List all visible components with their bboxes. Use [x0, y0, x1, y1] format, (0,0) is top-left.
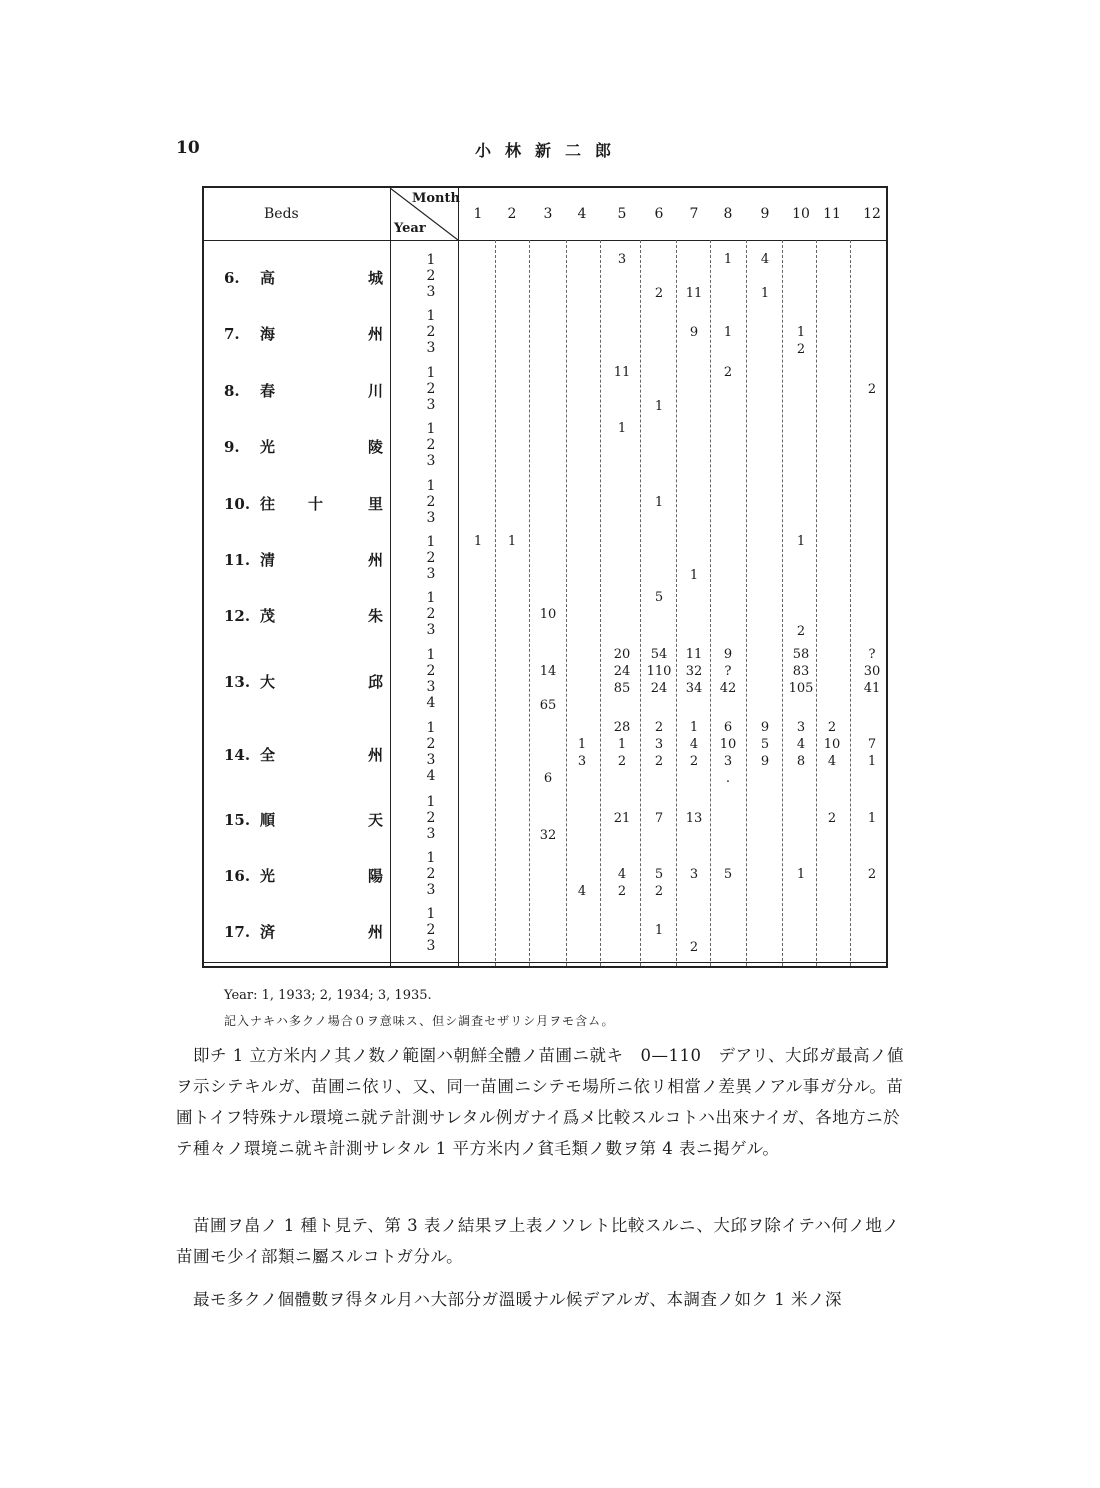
year-number: 3 — [426, 679, 436, 695]
bed-label-part: 済 — [260, 923, 276, 941]
table-cell: 3 — [796, 720, 806, 735]
table-cell: 9 — [689, 325, 699, 340]
table-cell: 4 — [577, 884, 587, 899]
year-number: 2 — [426, 494, 436, 510]
bed-label — [224, 267, 383, 288]
table-cell: 1 — [617, 737, 627, 752]
bed-label — [224, 809, 383, 830]
year-number: 1 — [426, 720, 436, 736]
column-rule — [850, 240, 851, 966]
table-cell: 2 — [796, 624, 806, 639]
year-number: 3 — [426, 752, 436, 768]
table-cell: 10 — [539, 607, 557, 622]
column-rule — [529, 240, 530, 966]
bed-label-part: 州 — [368, 923, 384, 941]
bed-label-part: 海 — [260, 325, 276, 343]
table-cell: 24 — [613, 664, 631, 679]
year-number: 2 — [426, 550, 436, 566]
table-cell: 2 — [654, 884, 664, 899]
header-beds: Beds — [264, 206, 299, 222]
bed-label-part: 6. — [224, 269, 240, 287]
table-cell: 1 — [760, 286, 770, 301]
bed-label-part: 十 — [308, 495, 324, 513]
table-cell: 2 — [827, 811, 837, 826]
table-cell: 5 — [760, 737, 770, 752]
bed-label-part: 往 — [260, 495, 276, 513]
running-head: 小林新二郎 — [474, 141, 625, 160]
page-number: 10 — [176, 138, 200, 158]
header-month-2: 2 — [507, 206, 517, 222]
year-numbers — [424, 590, 438, 638]
table-cell: 2 — [654, 754, 664, 769]
table-cell: 11 — [685, 286, 703, 301]
table-cell: 5 — [654, 867, 664, 882]
table-cell: 41 — [863, 681, 881, 696]
column-rule — [458, 188, 459, 966]
table-cell: 21 — [613, 811, 631, 826]
table-cell: 65 — [539, 698, 557, 713]
bed-label-part: 7. — [224, 325, 240, 343]
bed-label-part: 11. — [224, 551, 251, 569]
table-cell: 6 — [543, 771, 553, 786]
bed-label-part: 天 — [368, 811, 384, 829]
year-number: 4 — [426, 695, 436, 711]
table-cell: 4 — [689, 737, 699, 752]
bed-label-part: 高 — [260, 269, 276, 287]
column-rule — [566, 240, 567, 966]
table-cell: 4 — [760, 252, 770, 267]
year-number: 2 — [426, 866, 436, 882]
header-month-3: 3 — [543, 206, 553, 222]
header-month-5: 5 — [617, 206, 627, 222]
year-numbers — [424, 906, 438, 954]
bed-label-part: 朱 — [368, 607, 384, 625]
year-number: 3 — [426, 938, 436, 954]
table-cell: 32 — [685, 664, 703, 679]
bed-label — [224, 865, 383, 886]
table-cell: 7 — [867, 737, 877, 752]
table-cell: 1 — [796, 325, 806, 340]
year-number: 1 — [426, 590, 436, 606]
table-cell: 1 — [654, 495, 664, 510]
table-cell: ? — [724, 664, 732, 679]
year-number: 1 — [426, 850, 436, 866]
bed-label-part: 陵 — [368, 438, 384, 456]
paragraph: 即チ 1 立方米内ノ其ノ数ノ範圍ハ朝鮮全體ノ苗圃ニ就キ 0—110 デアリ、大邱ガ最高ノ値ヲ示シテキルガ、苗圃ニ依リ、又、同一苗圃ニシテモ場所ニ依リ相當ノ差異ノアル事ガ分ル。苗圃トイフ特殊ナル環境ニ就テ計測サレタル例ガナイ爲メ比較スルコトハ出來ナイガ、各地方ニ於テ種々ノ環境ニ就キ計測サレタル 1 平方米内ノ貧毛類ノ數ヲ第 4 表ニ掲ゲル。 — [176, 1046, 904, 1158]
table-cell: 34 — [685, 681, 703, 696]
table-cell: 1 — [689, 568, 699, 583]
bed-label-part: 邱 — [368, 672, 384, 691]
bed-label — [224, 605, 383, 626]
table-cell: 11 — [613, 365, 631, 380]
bed-label-part: 光 — [260, 867, 276, 885]
paragraph: 最モ多クノ個體數ヲ得タル月ハ大部分ガ溫暖ナル候デアルガ、本調査ノ如ク 1 米ノ深 — [176, 1290, 843, 1309]
table-cell: 4 — [796, 737, 806, 752]
table-cell: 4 — [617, 867, 627, 882]
table-cell: 1 — [867, 811, 877, 826]
bed-label-part: 12. — [224, 607, 251, 625]
table-cell: 2 — [689, 940, 699, 955]
table-cell: 2 — [827, 720, 837, 735]
bed-label — [224, 744, 383, 765]
table-cell: . — [725, 771, 731, 786]
table-cell: 3 — [654, 737, 664, 752]
table-cell: 2 — [867, 382, 877, 397]
year-number: 1 — [426, 308, 436, 324]
column-rule — [390, 188, 391, 966]
year-number: 1 — [426, 534, 436, 550]
year-numbers — [424, 850, 438, 898]
table-cell: 13 — [685, 811, 703, 826]
year-number: 3 — [426, 826, 436, 842]
bed-label-part: 光 — [260, 438, 276, 456]
header-year: Year — [394, 221, 426, 236]
year-number: 1 — [426, 252, 436, 268]
paragraph: 苗圃ヲ畠ノ 1 種ト見テ、第 3 表ノ結果ヲ上表ノソレト比較スルニ、大邱ヲ除イテハ何ノ地ノ苗圃モ少イ部類ニ屬スルコトガ分ル。 — [176, 1216, 900, 1266]
bed-label-part: 13. — [224, 672, 251, 691]
bed-label-part: 州 — [368, 745, 384, 764]
table-cell: 14 — [539, 664, 557, 679]
header-divider — [204, 240, 886, 241]
year-number: 3 — [426, 510, 436, 526]
year-number: 3 — [426, 397, 436, 413]
column-rule — [782, 240, 783, 966]
table-cell: 1 — [654, 923, 664, 938]
table-cell: 2 — [689, 754, 699, 769]
header-month-7: 7 — [689, 206, 699, 222]
table-cell: 1 — [577, 737, 587, 752]
year-numbers — [424, 534, 438, 582]
header-month-8: 8 — [723, 206, 733, 222]
year-number: 1 — [426, 647, 436, 663]
table-cell: 2 — [654, 720, 664, 735]
bed-label-part: 16. — [224, 867, 251, 885]
year-number: 4 — [426, 768, 436, 784]
year-number: 1 — [426, 421, 436, 437]
bed-label — [224, 549, 383, 570]
header-month-4: 4 — [577, 206, 587, 222]
table-cell: 7 — [654, 811, 664, 826]
year-number: 2 — [426, 736, 436, 752]
year-number: 1 — [426, 906, 436, 922]
year-number: 3 — [426, 340, 436, 356]
year-number: 3 — [426, 566, 436, 582]
table-cell: 11 — [685, 647, 703, 662]
column-rule — [676, 240, 677, 966]
table-note: 記入ナキハ多クノ場合０ヲ意味ス、但シ調査セザリシ月ヲモ含ム。 — [224, 1014, 615, 1028]
bed-label-part: 8. — [224, 382, 240, 400]
header-month-10: 10 — [792, 206, 810, 222]
table-cell: 10 — [719, 737, 737, 752]
table-cell: 1 — [796, 867, 806, 882]
table-cell: 110 — [646, 664, 672, 679]
column-rule — [746, 240, 747, 966]
table-cell: 1 — [654, 399, 664, 414]
year-number: 2 — [426, 437, 436, 453]
table-cell: 9 — [723, 647, 733, 662]
bed-label — [224, 921, 383, 942]
table-cell: 3 — [577, 754, 587, 769]
year-number: 1 — [426, 794, 436, 810]
table-cell: 20 — [613, 647, 631, 662]
bed-label — [224, 493, 383, 514]
column-rule — [495, 240, 496, 966]
year-numbers — [424, 794, 438, 842]
year-number: 2 — [426, 810, 436, 826]
table-cell: 24 — [650, 681, 668, 696]
bed-label-part: 川 — [368, 382, 384, 400]
bed-label — [224, 436, 383, 457]
bed-label-part: 大 — [260, 672, 276, 691]
table-cell: 3 — [617, 252, 627, 267]
year-number: 2 — [426, 381, 436, 397]
column-rule — [710, 240, 711, 966]
year-number: 3 — [426, 284, 436, 300]
table-cell: 32 — [539, 828, 557, 843]
bed-label-part: 春 — [260, 382, 276, 400]
bed-label-part: 9. — [224, 438, 240, 456]
header-month-9: 9 — [760, 206, 770, 222]
year-numbers — [424, 720, 438, 784]
table-cell: 2 — [867, 867, 877, 882]
table-cell: 10 — [823, 737, 841, 752]
year-number: 2 — [426, 922, 436, 938]
bed-label-part: 州 — [368, 551, 384, 569]
header-month: Month — [412, 191, 460, 206]
bed-label-part: 10. — [224, 495, 251, 513]
table-cell: 8 — [796, 754, 806, 769]
table-cell: 30 — [863, 664, 881, 679]
bed-label-part: 17. — [224, 923, 251, 941]
year-numbers — [424, 365, 438, 413]
table-cell: 3 — [723, 754, 733, 769]
bed-label — [224, 323, 383, 344]
table-cell: 1 — [867, 754, 877, 769]
bed-label-part: 城 — [368, 269, 384, 287]
table-cell: 42 — [719, 681, 737, 696]
bed-label-part: 全 — [260, 745, 276, 764]
bed-label-part: 陽 — [368, 867, 384, 885]
bed-label-part: 14. — [224, 745, 251, 764]
header-month-6: 6 — [654, 206, 664, 222]
table-cell: 1 — [617, 421, 627, 436]
year-numbers — [424, 478, 438, 526]
bed-label-part: 州 — [368, 325, 384, 343]
year-number: 2 — [426, 663, 436, 679]
table-cell: 1 — [507, 534, 517, 549]
year-numbers — [424, 252, 438, 300]
table-cell: 85 — [613, 681, 631, 696]
bed-label-part: 順 — [260, 811, 276, 829]
table-cell: 28 — [613, 720, 631, 735]
column-rule — [640, 240, 641, 966]
table-cell: 1 — [473, 534, 483, 549]
year-number: 3 — [426, 622, 436, 638]
bed-label-part: 茂 — [260, 607, 276, 625]
header-month-11: 11 — [823, 206, 841, 222]
table-cell: 1 — [723, 325, 733, 340]
year-numbers — [424, 647, 438, 711]
table-cell: 4 — [827, 754, 837, 769]
year-numbers — [424, 308, 438, 356]
table-cell: 9 — [760, 720, 770, 735]
bed-label — [224, 380, 383, 401]
table-cell: 2 — [617, 884, 627, 899]
table-cell: 5 — [723, 867, 733, 882]
year-number: 2 — [426, 324, 436, 340]
table-cell: 2 — [723, 365, 733, 380]
table-cell: 83 — [792, 664, 810, 679]
table-cell: 105 — [788, 681, 814, 696]
table-cell: 58 — [792, 647, 810, 662]
table-cell: 2 — [617, 754, 627, 769]
year-number: 1 — [426, 365, 436, 381]
year-number: 3 — [426, 882, 436, 898]
bed-label-part: 里 — [368, 495, 384, 513]
column-rule — [600, 240, 601, 966]
year-number: 2 — [426, 268, 436, 284]
year-legend: Year: 1, 1933; 2, 1934; 3, 1935. — [224, 988, 432, 1003]
table-cell: 9 — [760, 754, 770, 769]
year-number: 1 — [426, 478, 436, 494]
year-number: 3 — [426, 453, 436, 469]
table-cell: 3 — [689, 867, 699, 882]
bed-label-part: 清 — [260, 551, 276, 569]
table-cell: 5 — [654, 590, 664, 605]
table-cell: ? — [868, 647, 876, 662]
bed-label — [224, 671, 383, 692]
table-cell: 2 — [796, 342, 806, 357]
data-table — [202, 186, 888, 968]
header-month-12: 12 — [863, 206, 881, 222]
header-month-1: 1 — [473, 206, 483, 222]
table-cell: 2 — [654, 286, 664, 301]
table-cell: 1 — [796, 534, 806, 549]
table-cell: 54 — [650, 647, 668, 662]
bed-label-part: 15. — [224, 811, 251, 829]
year-number: 2 — [426, 606, 436, 622]
table-cell: 1 — [689, 720, 699, 735]
table-cell: 6 — [723, 720, 733, 735]
table-cell: 1 — [723, 252, 733, 267]
year-numbers — [424, 421, 438, 469]
